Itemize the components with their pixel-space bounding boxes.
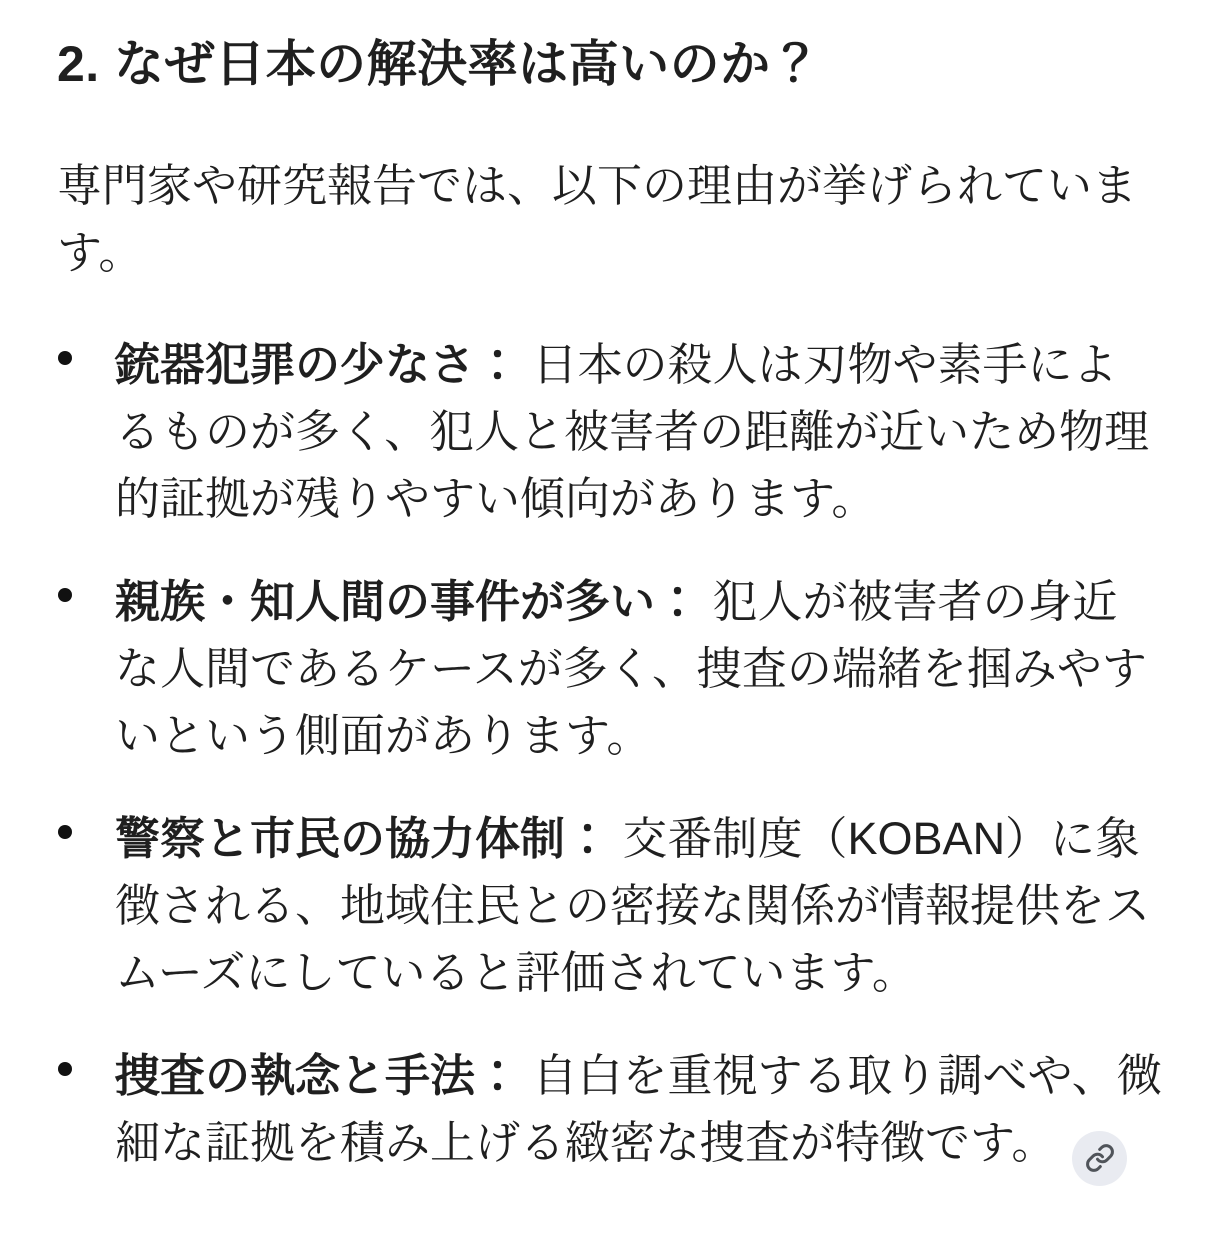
list-item xyxy=(57,331,1162,532)
list-item xyxy=(57,568,1162,769)
list-item-description: 交番制度（KOBAN）に象徴される、地域住民との密接な関係が情報提供をスムーズにしていると評価されています。 xyxy=(115,813,1151,998)
list-item-term: 捜査の執念と手法： xyxy=(115,1050,521,1101)
list-item xyxy=(57,805,1162,1006)
reasons-list xyxy=(57,331,1162,1186)
list-item-description: 日本の殺人は刃物や素手によるものが多く、犯人と被害者の距離が近いため物理的証拠が残りやすい傾向があります。 xyxy=(115,339,1150,524)
link-icon xyxy=(1085,1143,1115,1173)
list-item-term: 警察と市民の協力体制： xyxy=(115,813,611,864)
citation-link-button[interactable] xyxy=(1072,1131,1127,1186)
list-item-term: 銃器犯罪の少なさ： xyxy=(115,339,521,390)
list-item-description: 自白を重視する取り調べや、微細な証拠を積み上げる緻密な捜査が特徴です。 xyxy=(115,1050,1162,1168)
list-item-description: 犯人が被害者の身近な人間であるケースが多く、捜査の端緒を掴みやすいという側面があります。 xyxy=(115,576,1147,761)
intro-paragraph: 専門家や研究報告では、以下の理由が挙げられています。 xyxy=(57,160,1138,278)
list-item-term: 親族・知人間の事件が多い： xyxy=(115,576,701,627)
list-item xyxy=(57,1042,1162,1186)
section-heading: 2. なぜ日本の解決率は高いのか？ xyxy=(57,36,822,92)
